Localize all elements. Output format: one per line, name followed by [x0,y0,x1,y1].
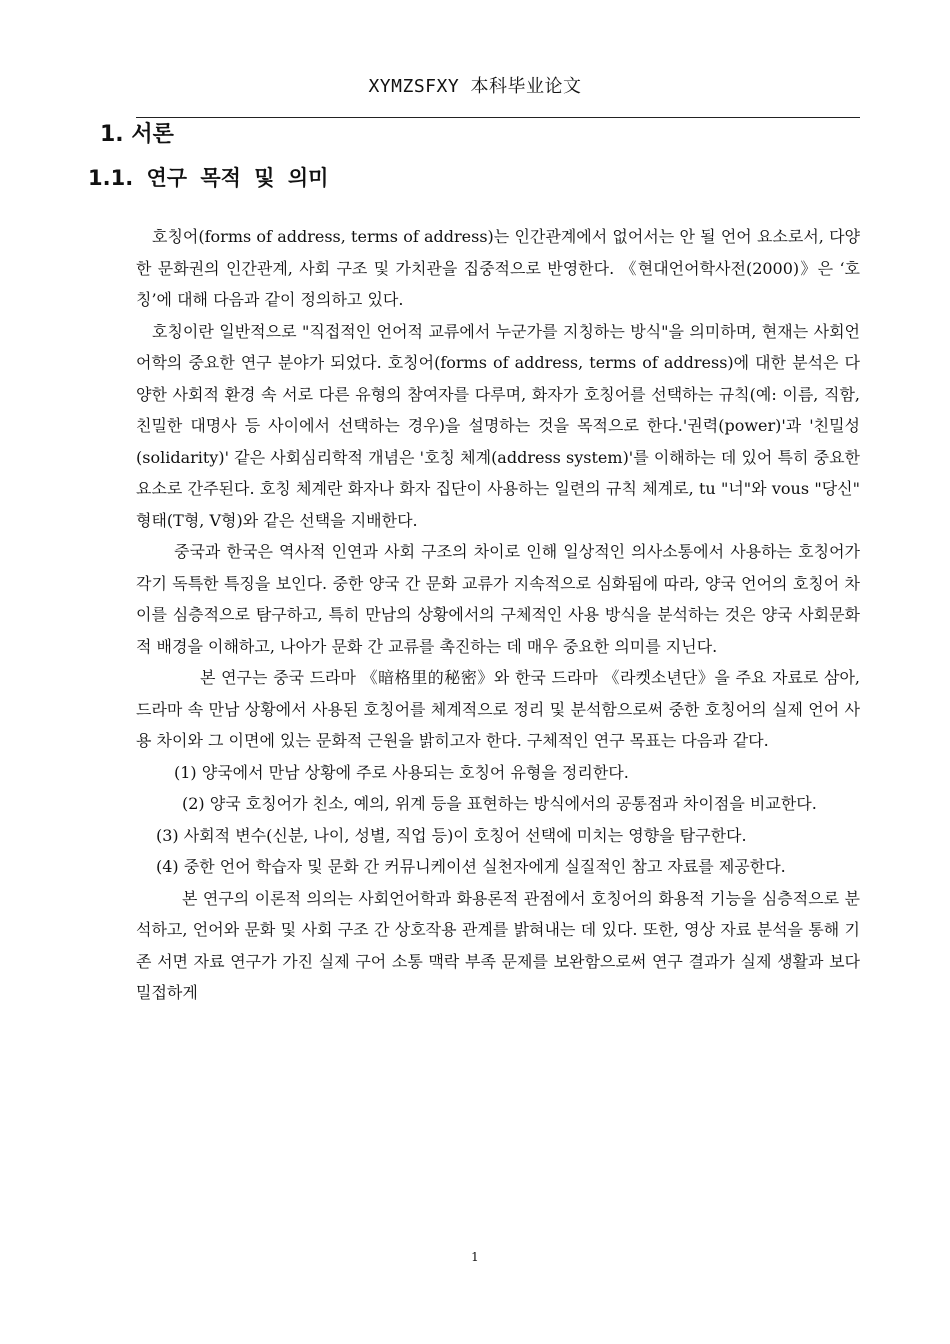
body-text [136,221,860,1009]
paragraph-2: 호칭이란 일반적으로 "직접적인 언어적 교류에서 누군가를 지칭하는 방식"을 의미하며, 현재는 사회언어학의 중요한 연구 분야가 되었다. 호칭어(forms of address, terms of address)에 대한 분석은 다양한 사회적 환경 속 서로 다른 유형의 참여자를 다루며, 화자가 호칭어를 선택하는 규칙(예: 이름, 직함, 친밀한 대명사 등 사이에서 선택하는 경우)을 설명하는 것을 목적으로 한다.'권력(power)'과 '친밀성(solidarity)' 같은 사회심리학적 개념은 '호칭 체계(address system)'를 이해하는 데 있어 특히 중요한 요소로 간주된다. 호칭 체계란 화자나 화자 집단이 사용하는 일련의 규칙 체계로, tu "너"와 vous "당신" 형태(T형, V형)와 같은 선택을 지배한다. [136,321,860,530]
chapter-heading: 1. 서론 [100,122,174,147]
paragraph-3: 중국과 한국은 역사적 인연과 사회 구조의 차이로 인해 일상적인 의사소통에서 사용하는 호칭어가 각기 독특한 특징을 보인다. 중한 양국 간 문화 교류가 지속적으로 심화됨에 따라, 양국 언어의 호칭어 차이를 심층적으로 탐구하고, 특히 만남의 상황에서의 구체적인 사용 방식을 분석하는 것은 양국 사회문화적 배경을 이해하고, 나아가 문화 간 교류를 촉진하는 데 매우 중요한 의미를 지닌다. [136,542,860,656]
list-item-1: (1) 양국에서 만남 상황에 주로 사용되는 호칭어 유형을 정리한다. [174,762,629,782]
paragraph-4: 본 연구는 중국 드라마 《暗格里的秘密》와 한국 드라마 《라켓소년단》을 주요 자료로 삼아, 드라마 속 만남 상황에서 사용된 호칭어를 체계적으로 정리 및 분석함으로써 중한 호칭어의 실제 언어 사용 차이와 그 이면에 있는 문화적 근원을 밝히고자 한다. 구체적인 연구 목표는 다음과 같다. [136,668,860,750]
section-heading: 1.1. 연구 목적 및 의미 [88,166,329,190]
page-number: 1 [471,1250,479,1264]
list-item-4: (4) 중한 언어 학습자 및 문화 간 커뮤니케이션 실천자에게 실질적인 참고 자료를 제공한다. [156,857,786,876]
paragraph-1: 호칭어(forms of address, terms of address)는 인간관계에서 없어서는 안 될 언어 요소로서, 다양한 문화권의 인간관계, 사회 구조 및 가치관을 집중적으로 반영한다. 《현대언어학사전(2000)》은 ‘호칭’에 대해 다음과 같이 정의하고 있다. [136,227,860,309]
paragraph-5: 본 연구의 이론적 의의는 사회언어학과 화용론적 관점에서 호칭어의 화용적 기능을 심층적으로 분석하고, 언어와 문화 및 사회 구조 간 상호작용 관계를 밝혀내는 데 있다. 또한, 영상 자료 분석을 통해 기존 서면 자료 연구가 가진 실제 구어 소통 맥락 부족 문제를 보완함으로써 연구 결과가 실제 생활과 보다 밀접하게 [136,888,860,1002]
header-divider [136,117,860,118]
list-item-3: (3) 사회적 변수(신분, 나이, 성별, 직업 등)이 호칭어 선택에 미치는 영향을 탐구한다. [156,825,747,845]
running-header: XYMZSFXY 本科毕业论文 [368,76,582,97]
list-item-2: (2) 양국 호칭어가 친소, 예의, 위계 등을 표현하는 방식에서의 공통점과 차이점을 비교한다. [182,794,817,813]
